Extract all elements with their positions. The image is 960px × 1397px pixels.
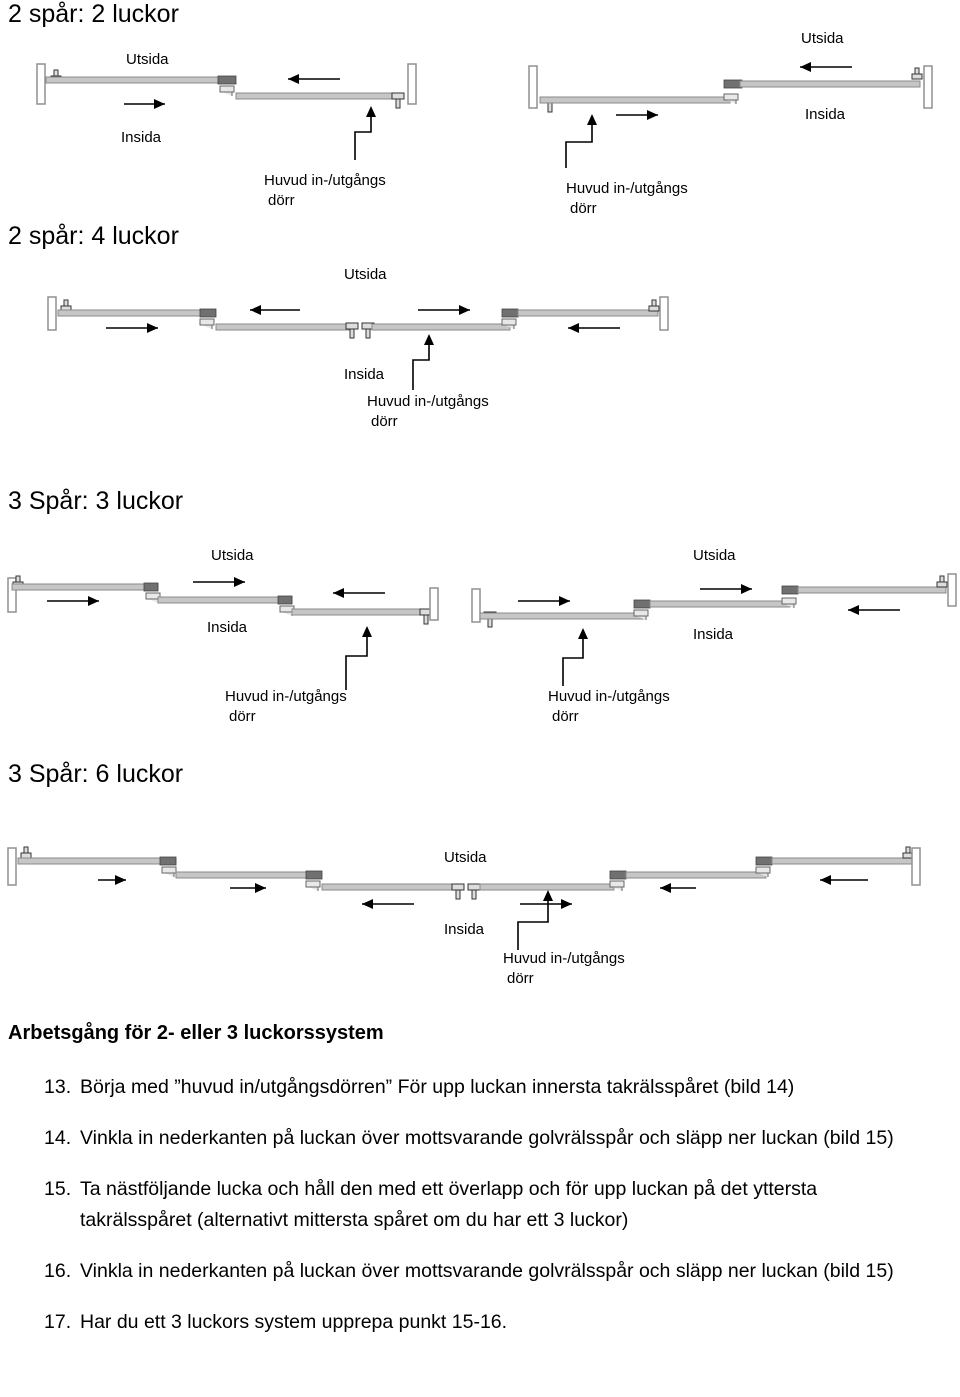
list-item [44,1174,924,1236]
step-text: Vinkla in nederkanten på luckan över mottsvarande golvrälsspår och släpp ner luckan (bild 15) [80,1260,894,1282]
door-pointer-line [346,636,367,690]
sliding-panel [46,77,230,83]
label-main-door-line2: dörr [570,200,597,217]
sliding-panel [650,601,790,607]
sliding-panel [798,587,946,593]
label-main-door-line1: Huvud in-/utgångs [225,688,347,705]
handle-icon [468,884,480,899]
sliding-panel [58,310,210,316]
label-main-door-line2: dörr [552,708,579,725]
label-inside: Insida [121,129,162,146]
heading-2-track-4-panels: 2 spår: 4 luckor [8,222,179,250]
wall-frame [948,574,956,606]
door-pointer-head [578,628,588,639]
sliding-panel [480,613,644,619]
direction-arrow-head [741,584,752,594]
label-main-door-line2: dörr [229,708,256,725]
label-outside: Utsida [444,849,487,866]
panel-end-cap [782,586,798,594]
sliding-panel [18,858,176,864]
door-pointer-head [543,890,553,901]
label-main-door-line2: dörr [507,970,534,987]
handle-icon [912,68,922,79]
step-text: Börja med ”huvud in/utgångsdörren” För upp luckan innersta takrälsspåret (bild 14) [80,1076,795,1098]
direction-arrow-head [255,883,266,893]
wall-frame [48,297,56,330]
list-item [44,1123,924,1154]
sliding-panel [626,872,766,878]
sliding-panel [740,81,920,87]
overlap-connector [220,86,234,96]
panel-end-cap [144,583,158,591]
panel-end-cap [160,857,176,865]
wall-frame [430,588,438,620]
panel-end-cap [200,309,216,317]
sliding-panel [372,324,510,330]
sliding-panel [540,97,730,103]
door-pointer-line [355,116,371,160]
label-outside: Utsida [344,266,387,283]
panel-end-cap [502,309,518,317]
step-text: Ta nästföljande lucka och håll den med ett överlapp och för upp luckan på det yttersta takrälsspåret (alternativt mittersta spåret om du har ett 3 luckor) [80,1178,818,1231]
heading-2-track-2-panels: 2 spår: 2 luckor [8,0,179,28]
panel-end-cap [756,857,772,865]
label-outside: Utsida [801,30,844,47]
wall-frame [37,64,45,104]
direction-arrow-head [820,875,831,885]
sliding-panel [12,584,158,590]
heading-3-track-6-panels: 3 Spår: 6 luckor [8,760,184,788]
step-number: 15. [44,1178,72,1200]
direction-arrow-head [362,899,373,909]
sliding-panel [158,597,292,603]
direction-arrow-head [288,74,299,84]
wall-frame [924,66,932,108]
direction-arrow-head [154,99,165,109]
panel-end-cap [218,76,236,84]
label-main-door-line1: Huvud in-/utgångs [566,180,688,197]
wall-frame [660,297,668,330]
panel-end-cap [634,600,650,608]
panel-end-cap [724,80,742,88]
direction-arrow-head [147,323,158,333]
door-pointer-line [413,344,429,390]
label-inside: Insida [805,106,846,123]
label-main-door-line2: dörr [268,192,295,209]
handle-icon [937,576,947,587]
overlap-connector [162,867,176,877]
label-main-door-line2: dörr [371,413,398,430]
label-inside: Insida [344,366,385,383]
label-main-door-line1: Huvud in-/utgångs [264,172,386,189]
label-outside: Utsida [211,547,254,564]
sliding-panel [236,93,400,99]
label-main-door-line1: Huvud in-/utgångs [503,950,625,967]
direction-arrow-head [660,883,671,893]
sliding-panel [518,310,658,316]
step-number: 16. [44,1260,72,1282]
direction-arrow-head [234,577,245,587]
list-item [44,1256,924,1287]
direction-arrow-head [568,323,579,333]
list-item [44,1307,924,1338]
direction-arrow-head [115,875,126,885]
direction-arrow-head [250,305,261,315]
sliding-panel [772,858,912,864]
sliding-panel [176,872,316,878]
wall-frame [529,66,537,108]
direction-arrow-head [647,110,658,120]
label-inside: Insida [207,619,248,636]
panel-end-cap [278,596,292,604]
wall-frame [408,64,416,104]
label-outside: Utsida [126,51,169,68]
wall-frame [8,848,16,885]
step-number: 17. [44,1311,72,1333]
direction-arrow-head [848,605,859,615]
label-main-door-line1: Huvud in-/utgångs [548,688,670,705]
handle-icon [649,300,659,311]
door-pointer-head [366,106,376,117]
heading-3-track-3-panels: 3 Spår: 3 luckor [8,487,184,515]
handle-icon [21,847,31,858]
door-pointer-head [424,334,434,345]
label-main-door-line1: Huvud in-/utgångs [367,393,489,410]
sliding-panel [322,884,452,890]
label-inside: Insida [693,626,734,643]
direction-arrow-head [561,899,572,909]
list-item [44,1072,924,1103]
panel-end-cap [610,871,626,879]
wall-frame [912,848,920,885]
sliding-panel [292,609,430,615]
overlap-connector [200,319,214,329]
panel-end-cap [306,871,322,879]
door-pointer-head [362,626,372,637]
door-pointer-line [563,638,583,686]
label-inside: Insida [444,921,485,938]
instruction-list [44,1072,924,1358]
label-outside: Utsida [693,547,736,564]
step-number: 13. [44,1076,72,1098]
direction-arrow-head [88,596,99,606]
door-pointer-line [518,900,548,950]
step-text: Vinkla in nederkanten på luckan över mottsvarande golvrälsspår och släpp ner luckan (bild 15) [80,1127,894,1149]
overlap-connector [306,881,320,891]
sliding-panel [480,884,614,890]
direction-arrow-head [800,62,811,72]
wall-frame [472,589,480,622]
door-pointer-head [587,114,597,125]
door-pointer-line [566,124,592,168]
direction-arrow-head [559,596,570,606]
step-number: 14. [44,1127,72,1149]
section-title: Arbetsgång för 2- eller 3 luckorssystem [8,1022,384,1044]
sliding-panel [216,324,352,330]
handle-icon [452,884,464,899]
handle-icon [392,93,404,108]
handle-icon [61,300,71,311]
step-text: Har du ett 3 luckors system upprepa punkt 15-16. [80,1311,508,1333]
direction-arrow-head [333,588,344,598]
direction-arrow-head [459,305,470,315]
